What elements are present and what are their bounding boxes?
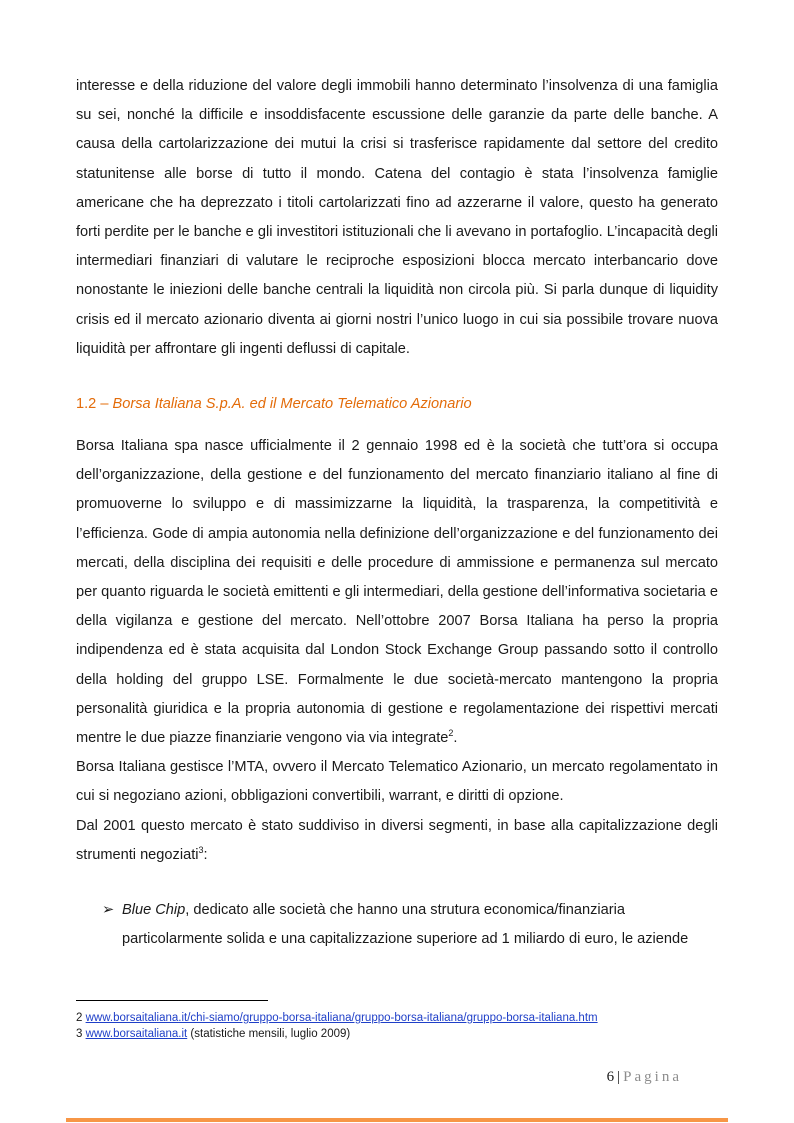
footnotes	[76, 1010, 598, 1042]
footnote-ref[interactable]: 2	[448, 728, 454, 739]
footnote-item	[76, 1010, 598, 1026]
list-item-description: , dedicato alle società che hanno una strutura economica/finanziaria particolarmente solida e una capitalizzazione superiore ad 1 miliardo di euro, le aziende	[122, 902, 689, 948]
page-number-value: 6	[606, 1069, 615, 1085]
footnote-ref[interactable]: 3	[198, 845, 204, 856]
paragraph-crisis: interesse e della riduzione del valore degli immobili hanno determinato l’insolvenza di una famiglia su sei, nonché la difficile e insoddisfacente escussione delle garanzie da parte delle banche. A causa della cartolarizzazione dei mutui la crisi si trasferisce rapidamente dal settore del credito statunitense alle borse di tutto il mondo. Catena del contagio è stata l’insolvenza famiglie americane che ha deprezzato i titoli cartolarizzati fino ad azzerarne il valore, questo ha generato forti perdite per le banche e gli investitori istituzionali che li avevano in portafoglio. L’incapacità degli intermediari finanziari di valutare le reciproche esposizioni blocca mercato interbancario dove nonostante le iniezioni delle banche centrali la liquidità non circola più. Si parla dunque di liquidity crisis ed il mercato azionario diventa ai giorni nostri l’unico luogo in cui sia possibile trovare nuova liquidità per affrontare gli ingenti deflussi di capitale.	[76, 78, 718, 357]
paragraph-text: Borsa Italiana spa nasce ufficialmente il 2 gennaio 1998 ed è la società che tutt’ora si occupa dell’organizzazione, della gestione e del funzionamento del mercato finanziario italiano al fine di promuoverne lo sviluppo e di massimizzarne la liquidità, la trasparenza, la competitività e l’efficienza. Gode di ampia autonomia nella definizione dell’organizzazione e del funzionamento dei mercati, della disciplina dei requisiti e delle procedure di ammissione e permanenza sul mercato per quanto riguarda le società emittenti e gli intermediari, della gestione dell’informativa societaria e della vigilanza e gestione del mercato. Nell’ottobre 2007 Borsa Italiana ha perso la propria indipendenza ed è stata acquisita dal London Stock Exchange Group passando sotto il controllo della holding del gruppo LSE. Formalmente le due società-mercato mantengono la propria personalità giuridica e la propria autonomia di gestione e regolamentazione dei rispettivi mercati mentre le due piazze finanziarie vengono via via integrate	[76, 438, 718, 747]
footnote-link[interactable]: www.borsaitaliana.it/chi-siamo/gruppo-borsa-italiana/gruppo-borsa-italiana/gruppo-borsa-italiana.htm	[85, 1012, 598, 1024]
page-number-separator: |	[617, 1069, 621, 1085]
footnote-item	[76, 1026, 598, 1042]
paragraph-end: .	[453, 730, 458, 747]
paragraph-segments	[76, 812, 718, 870]
footnote-number: 2	[76, 1012, 86, 1024]
paragraph-mta: Borsa Italiana gestisce l’MTA, ovvero il Mercato Telematico Azionario, un mercato regolamentato in cui si negoziano azioni, obbligazioni convertibili, warrant, e diritti di opzione.	[76, 759, 718, 805]
list-item	[76, 896, 718, 954]
page-number	[607, 1069, 682, 1086]
list-item-text	[122, 896, 718, 954]
page-label: Pagina	[623, 1069, 682, 1085]
section-heading	[76, 394, 718, 414]
footnote-separator	[76, 1000, 268, 1001]
paragraph-borsa-italiana	[76, 432, 718, 753]
footnote-text: (statistiche mensili, luglio 2009)	[187, 1028, 351, 1040]
footnote-number: 3	[76, 1028, 86, 1040]
arrow-bullet-icon: ➢	[102, 902, 115, 919]
paragraph-end: :	[203, 846, 208, 863]
paragraph-text: Dal 2001 questo mercato è stato suddiviso in diversi segmenti, in base alla capitalizzazione degli strumenti negoziati	[76, 817, 718, 863]
section-title: Borsa Italiana S.p.A. ed il Mercato Telematico Azionario	[112, 396, 472, 413]
section-number: 1.2 –	[76, 396, 113, 413]
footnote-link[interactable]: www.borsaitaliana.it	[85, 1028, 188, 1040]
footer-rule	[66, 1118, 728, 1122]
list-item-term: Blue Chip	[122, 902, 186, 919]
page-body	[76, 72, 718, 954]
